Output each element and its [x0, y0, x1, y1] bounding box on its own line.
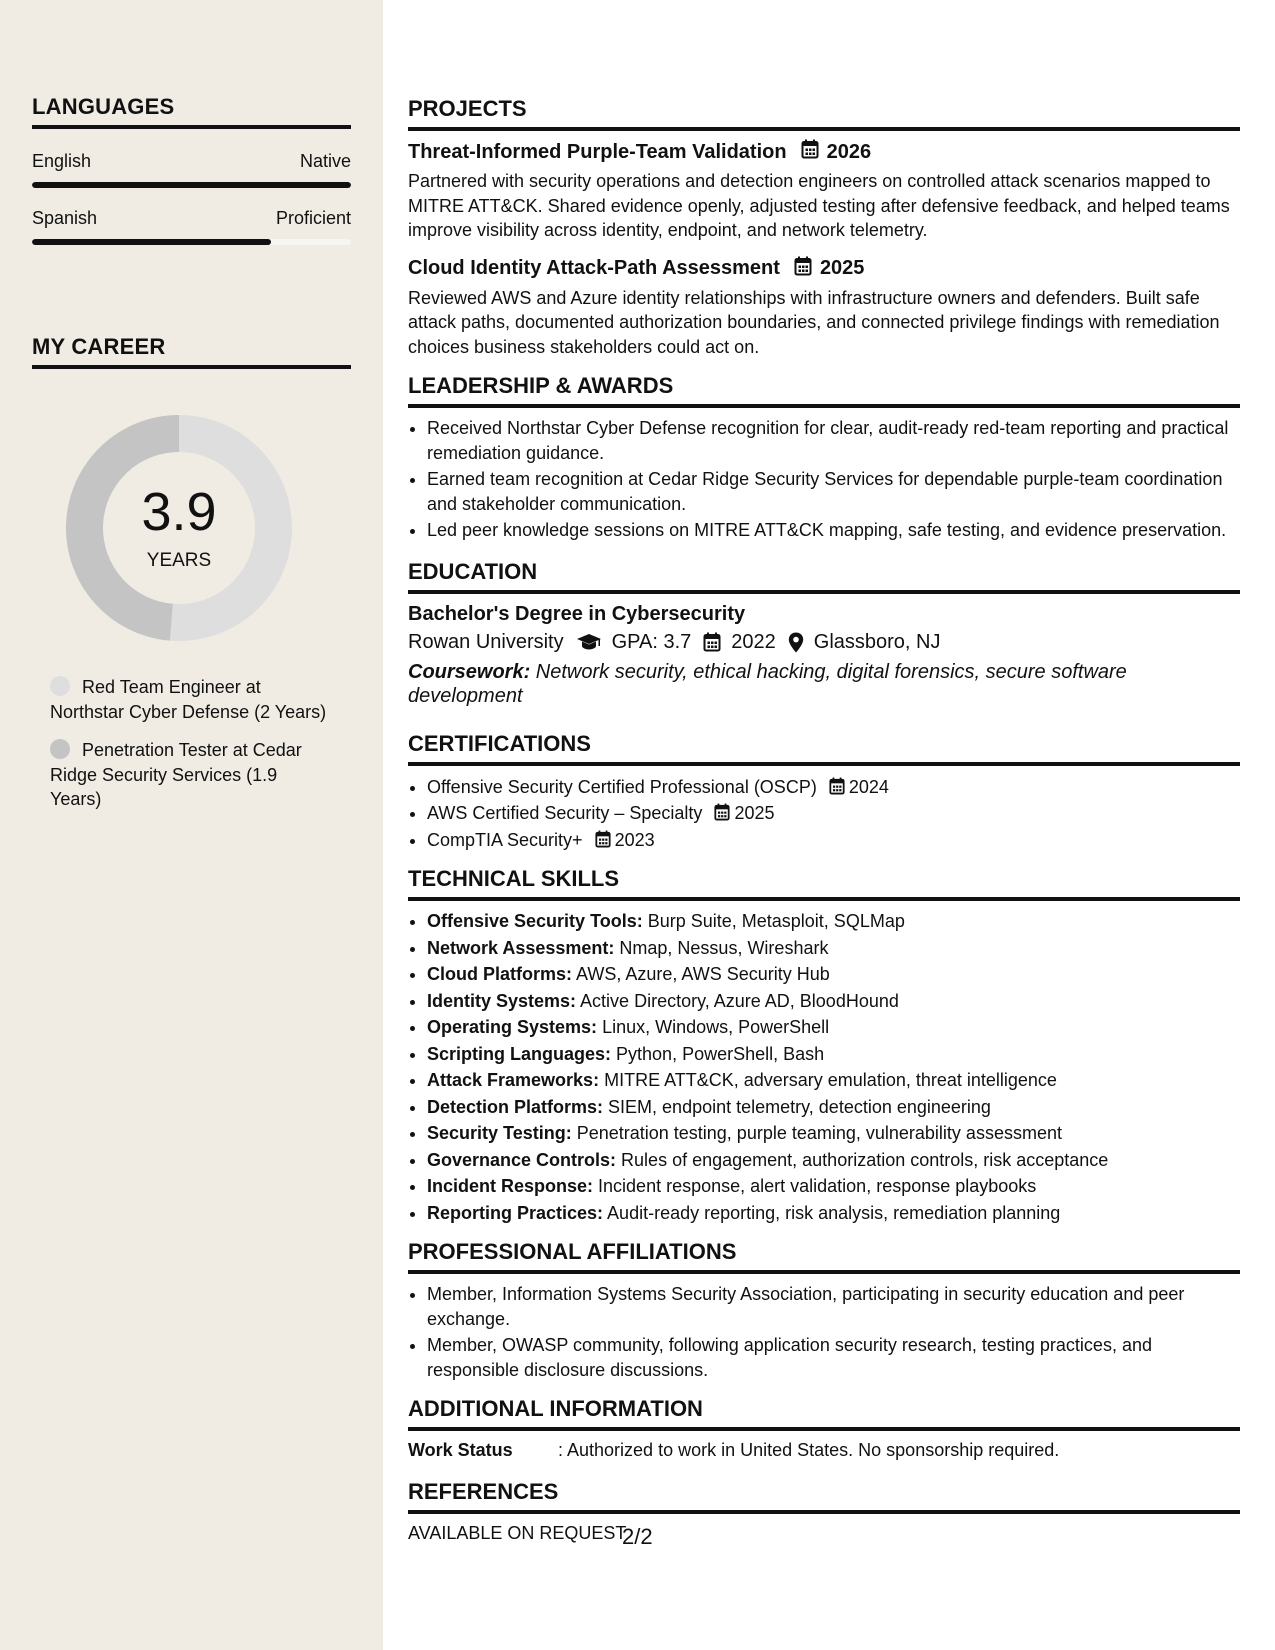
calendar-icon: [703, 632, 721, 652]
main-content: [408, 96, 1240, 1549]
calendar-icon: [794, 256, 812, 282]
references-row: [408, 1523, 1240, 1549]
education-details: [408, 631, 1240, 654]
work-status-row: [408, 1440, 1240, 1461]
list-item: [427, 801, 1240, 826]
project-description: Reviewed AWS and Azure identity relationships with infrastructure owners and defenders. Built safe attack paths, documented authorization boundaries, and connected privilege findings with remediation choices business stakeholders could act on.: [408, 287, 1220, 357]
skill-item: [427, 1068, 1240, 1093]
language-bar: [32, 182, 351, 188]
language-level: Native: [299, 151, 351, 171]
list-item: • Member, Information Systems Security Association, participating in security education and peer exchange.: [427, 1282, 1240, 1331]
career-legend-item: [50, 738, 330, 812]
skills-list: [408, 909, 1240, 1225]
skill-label: Attack Frameworks:: [427, 1070, 600, 1090]
projects-heading: PROJECTS: [408, 96, 1240, 131]
map-pin-icon: [788, 632, 804, 653]
skill-label: Incident Response:: [427, 1176, 594, 1196]
list-item: • Earned team recognition at Cedar Ridge Security Services for dependable purple-team coordination and stakeholder communication.: [427, 467, 1240, 516]
skill-item: [427, 1095, 1240, 1120]
skill-value: Penetration testing, purple teaming, vulnerability assessment: [571, 1123, 1062, 1143]
list-item: • Led peer knowledge sessions on MITRE ATT&CK mapping, safe testing, and evidence preservation.: [427, 518, 1240, 543]
skill-item: [427, 962, 1240, 987]
skill-label: Network Assessment:: [427, 937, 615, 958]
leadership-list: [408, 416, 1240, 543]
project-description: Partnered with security operations and detection engineers on controlled attack scenarios mapped to MITRE ATT&CK. Shared evidence openly, adjusted testing after defensive feedback, and helped teams improve visibility across identity, endpoint, and network telemetry.: [408, 171, 1230, 240]
language-name: English: [32, 151, 92, 171]
certification-name: CompTIA Security+: [427, 829, 583, 850]
project-title-row: [408, 139, 1240, 165]
skill-item: [427, 989, 1240, 1014]
coursework-label: Coursework:: [408, 660, 531, 683]
work-status-value: : Authorized to work in United States. No sponsorship required.: [558, 1440, 1060, 1460]
additional-info-heading: ADDITIONAL INFORMATION: [408, 1396, 1240, 1431]
skill-value: Rules of engagement, authorization controls, risk acceptance: [616, 1149, 1109, 1170]
calendar-icon: [714, 803, 730, 821]
coursework-text: Network security, ethical hacking, digital forensics, secure software development: [408, 660, 1127, 707]
education-school: Rowan University: [408, 630, 564, 653]
language-bar-fill: [32, 182, 351, 188]
skill-value: SIEM, endpoint telemetry, detection engineering: [603, 1096, 991, 1117]
skill-item: [427, 1201, 1240, 1226]
languages-heading: LANGUAGES: [32, 94, 351, 129]
skill-label: Reporting Practices:: [427, 1202, 604, 1223]
skill-value: Linux, Windows, PowerShell: [597, 1017, 830, 1037]
career-legend-item: [50, 675, 330, 724]
certification-name: Offensive Security Certified Professional (OSCP): [427, 776, 817, 797]
career-total-years: 3.9: [141, 482, 217, 542]
language-bar-fill: [32, 239, 271, 245]
language-bar: [32, 239, 351, 245]
references-text: AVAILABLE ON REQUEST: [408, 1523, 627, 1543]
page-number: 2/2: [622, 1524, 653, 1549]
calendar-icon: [595, 830, 611, 848]
career-legend: [50, 675, 330, 826]
language-level: Proficient: [275, 208, 351, 228]
leadership-heading: LEADERSHIP & AWARDS: [408, 373, 1240, 408]
skill-label: Governance Controls:: [427, 1149, 617, 1170]
skill-value: Incident response, alert validation, response playbooks: [593, 1176, 1037, 1196]
career-years-unit: YEARS: [146, 550, 212, 571]
skill-value: Audit-ready reporting, risk analysis, remediation planning: [603, 1202, 1061, 1223]
skill-value: Burp Suite, Metasploit, SQLMap: [642, 911, 905, 931]
skill-item: [427, 1121, 1240, 1146]
skill-item: [427, 1174, 1240, 1199]
skill-value: Nmap, Nessus, Wireshark: [614, 937, 829, 958]
language-row: [32, 151, 351, 172]
skill-label: Cloud Platforms:: [427, 964, 573, 984]
languages-section: [32, 94, 351, 245]
project-title-row: [408, 256, 1240, 282]
education-heading: EDUCATION: [408, 559, 1240, 594]
project-title: Threat-Informed Purple-Team Validation: [408, 140, 787, 163]
certification-year: 2024: [848, 776, 889, 797]
certifications-heading: CERTIFICATIONS: [408, 731, 1240, 766]
certification-year: 2025: [734, 803, 775, 823]
skill-item: [427, 1148, 1240, 1173]
career-role-label: Penetration Tester at Cedar Ridge Security Services (1.9 Years): [50, 740, 302, 809]
list-item: [427, 828, 1240, 853]
list-item: • Received Northstar Cyber Defense recognition for clear, audit-ready red-team reporting and practical remediation guidance.: [427, 416, 1240, 465]
education-degree: Bachelor's Degree in Cybersecurity: [408, 602, 746, 625]
skills-heading: TECHNICAL SKILLS: [408, 866, 1240, 901]
skill-label: Security Testing:: [427, 1123, 572, 1143]
skill-label: Scripting Languages:: [427, 1043, 612, 1064]
skill-item: [427, 936, 1240, 961]
education-year: 2022: [731, 630, 776, 653]
legend-dot: [50, 676, 70, 696]
certification-year: 2023: [614, 829, 655, 850]
education-location: Glassboro, NJ: [813, 630, 941, 653]
graduation-cap-icon: [576, 633, 602, 651]
calendar-icon: [801, 139, 819, 165]
skill-value: Active Directory, Azure AD, BloodHound: [576, 990, 899, 1011]
skill-label: Offensive Security Tools:: [427, 911, 643, 931]
education-gpa: GPA: 3.7: [611, 630, 692, 653]
skill-value: MITRE ATT&CK, adversary emulation, threat intelligence: [599, 1070, 1057, 1090]
references-heading: REFERENCES: [408, 1479, 1240, 1514]
skill-item: [427, 1015, 1240, 1040]
career-role-label: Red Team Engineer at Northstar Cyber Defense (2 Years): [50, 677, 327, 722]
skill-item: [427, 1042, 1240, 1067]
skill-value: Python, PowerShell, Bash: [611, 1043, 825, 1064]
career-heading: MY CAREER: [32, 334, 351, 369]
skill-value: AWS, Azure, AWS Security Hub: [572, 964, 830, 984]
language-row: [32, 208, 351, 229]
skill-label: Identity Systems:: [427, 990, 577, 1011]
affiliations-list: [408, 1282, 1240, 1382]
calendar-icon: [829, 777, 845, 795]
career-section: [32, 334, 351, 369]
career-donut-chart: [66, 415, 292, 641]
sidebar: [0, 0, 383, 1650]
certifications-list: [408, 775, 1240, 853]
language-name: Spanish: [32, 208, 98, 228]
list-item: • Member, OWASP community, following application security research, testing practices, and responsible disclosure discussions.: [427, 1333, 1240, 1382]
skill-label: Detection Platforms:: [427, 1096, 604, 1117]
project-year: 2026: [826, 140, 872, 163]
list-item: [427, 775, 1240, 800]
project-title: Cloud Identity Attack-Path Assessment: [408, 257, 780, 279]
education-coursework: [408, 660, 1240, 709]
skill-label: Operating Systems:: [427, 1017, 598, 1037]
skill-item: [427, 909, 1240, 934]
project-year: 2025: [819, 257, 865, 279]
work-status-label: Work Status: [408, 1440, 513, 1460]
legend-dot: [50, 739, 70, 759]
affiliations-heading: PROFESSIONAL AFFILIATIONS: [408, 1239, 1240, 1274]
certification-name: AWS Certified Security – Specialty: [427, 803, 703, 823]
